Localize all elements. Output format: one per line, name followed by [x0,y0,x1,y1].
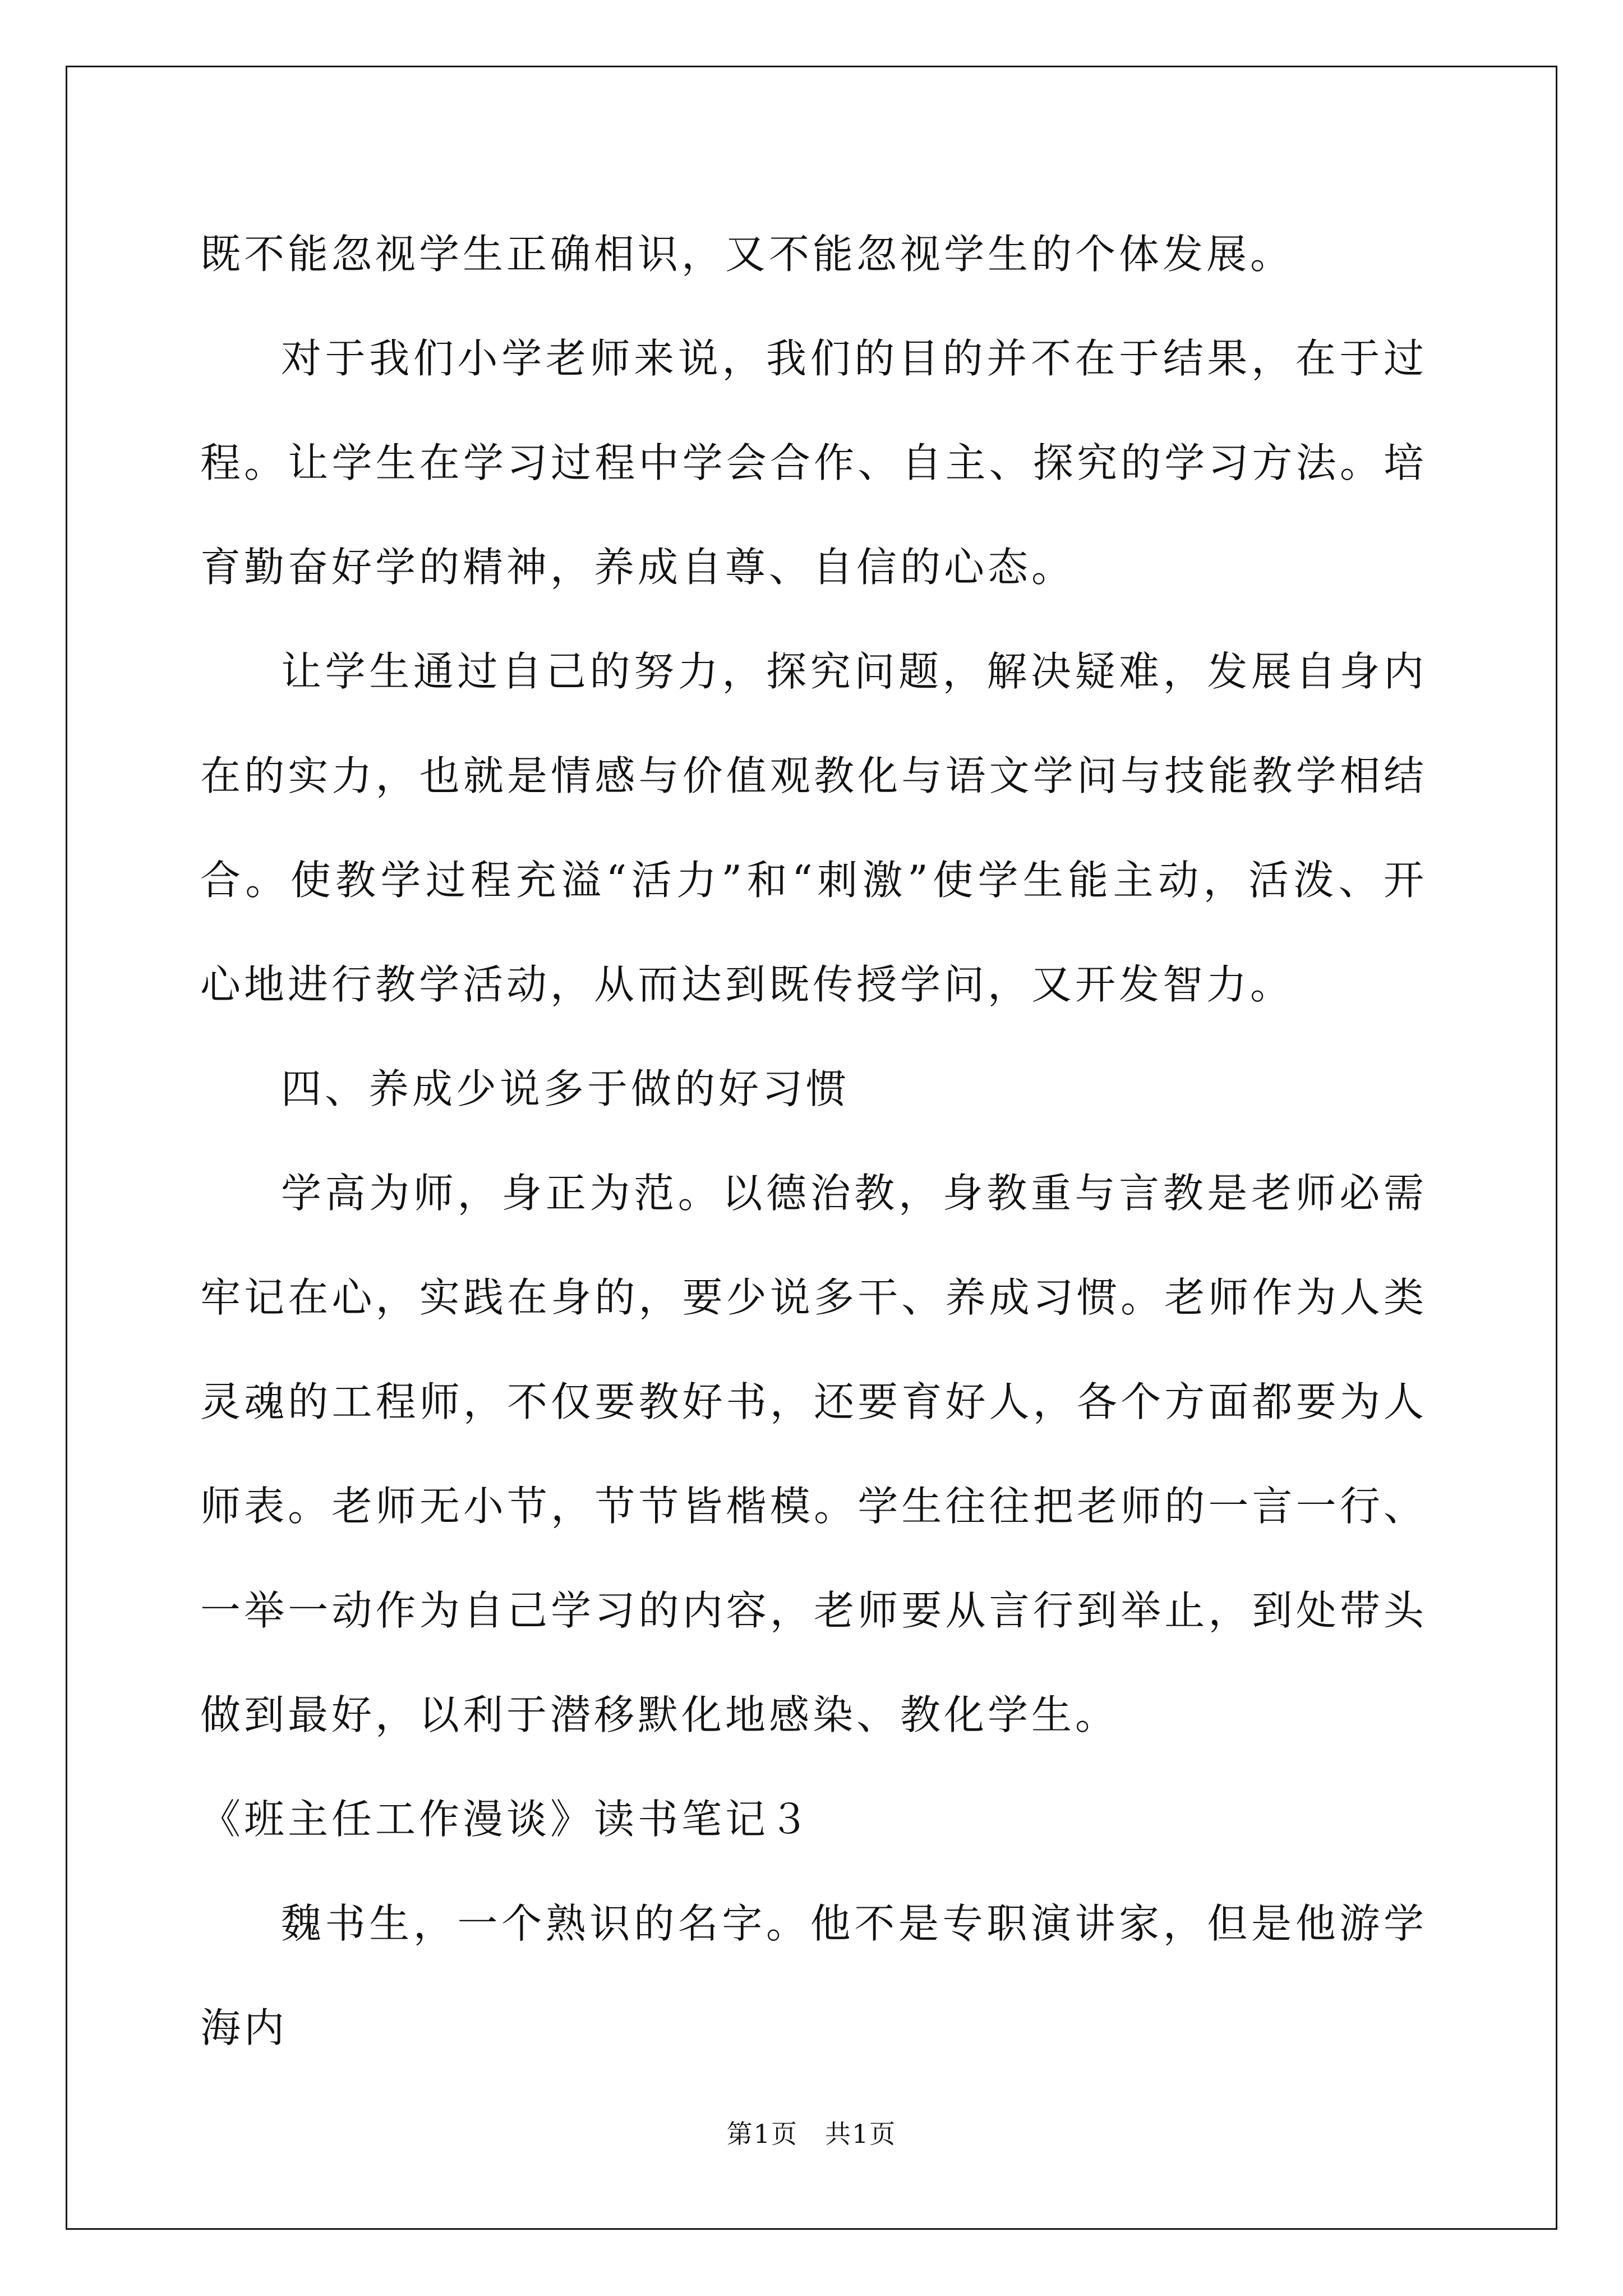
paragraph-wei-shusheng: 魏书生，一个熟识的名字。他不是专职演讲家，但是他游学海内 [200,1900,1427,2051]
paragraph-process-goal: 对于我们小学老师来说，我们的目的并不在于结果，在于过程。让学生在学习过程中学会合作、自主、探究的学习方法。培育勤奋好学的精神，养成自尊、自信的心态。 [200,335,1427,591]
page-number-footer: 第1页 共1页 [726,2119,897,2149]
section-heading-habits: 四、养成少说多于做的好习惯 [281,1065,850,1112]
article-title: 《班主任工作漫谈》读书笔记３ [200,1796,813,1843]
document-body [200,202,1427,2080]
paragraph-student-effort: 让学生通过自己的努力，探究问题，解决疑难，发展自身内在的实力，也就是情感与价值观教化与语文学问与技能教学相结合。使教学过程充溢“活力”和“刺激”使学生能主动，活泼、开心地进行教学活动，从而达到既传授学问，又开发智力。 [200,648,1427,1008]
paragraph-continuation: 既不能忽视学生正确相识，又不能忽视学生的个体发展。 [200,231,1294,278]
paragraph-teacher-example: 学高为师，身正为范。以德治教，身教重与言教是老师必需牢记在心，实践在身的，要少说多干、养成习惯。老师作为人类灵魂的工程师，不仅要教好书，还要育好人，各个方面都要为人师表。老师无小节，节节皆楷模。学生往往把老师的一言一行、一举一动作为自己学习的内容，老师要从言行到举止，到处带头做到最好，以利于潜移默化地感染、教化学生。 [200,1170,1427,1738]
